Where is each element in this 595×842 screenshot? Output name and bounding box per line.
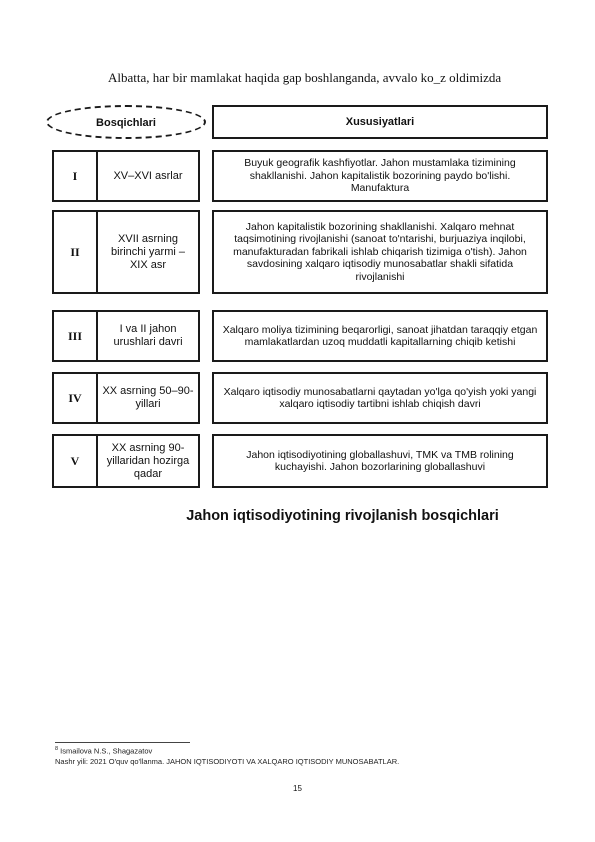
stage-era-2: XVII asrning birinchi yarmi – XIX asr	[96, 210, 200, 294]
stage-era-4: XX asrning 50–90-yillari	[96, 372, 200, 424]
stage-number-1: I	[52, 150, 98, 202]
stage-era-5: XX asrning 90-yillaridan hozirga qadar	[96, 434, 200, 488]
page-number: 15	[293, 784, 302, 793]
stage-era-3: I va II jahon urushlari davri	[96, 310, 200, 362]
stage-desc-5: Jahon iqtisodiyotining globallashuvi, TMK va TMB rolining kuchayishi. Jahon bozorlarining globallashuvi	[212, 434, 548, 488]
stage-number-4: IV	[52, 372, 98, 424]
stage-desc-3: Xalqaro moliya tizimining beqarorligi, sanoat jihatdan taraqqiy etgan mamlakatlardan uzoq muddatli kapitallarning chiqib ketishi	[212, 310, 548, 362]
intro-paragraph: Albatta, har bir mamlakat haqida gap boshlanganda, avvalo ko_z oldimizda	[108, 70, 502, 85]
footnote-divider	[55, 742, 190, 743]
stage-desc-2: Jahon kapitalistik bozorining shakllanishi. Xalqaro mehnat taqsimotining rivojlanishi (sanoat to'ntarishi, burjuaziya inqilobi, manufakturadan fabrikali ishlab chiqarish tizimiga o'tish). Jahon savdosining xalqaro iqtisodiy munosabatlar shakli sifatida rivojlanishi	[212, 210, 548, 294]
footnote-mark: 8	[55, 746, 59, 752]
figure-caption: Jahon iqtisodiyotining rivojlanish bosqichlari	[186, 508, 499, 524]
footnote-authors-text: Ismailova N.S., Shagazatov	[60, 746, 153, 756]
stage-era-1: XV–XVI asrlar	[96, 150, 200, 202]
stage-desc-4: Xalqaro iqtisodiy munosabatlarni qaytadan yo'lga qo'yish yoki yangi xalqaro iqtisodiy tartibni ishlab chiqish davri	[212, 372, 548, 424]
stage-desc-1: Buyuk geografik kashfiyotlar. Jahon mustamlaka tizimining shakllanishi. Jahon kapitalistik bozorining paydo bo'lishi. Manufaktura	[212, 150, 548, 202]
footnote-source: Nashr yili: 2021 O'quv qo'llanma. JAHON IQTISODIYOTI VA XALQARO IQTISODIY MUNOSABATLAR.	[55, 757, 400, 766]
stage-number-5: V	[52, 434, 98, 488]
stages-header-label: Bosqichlari	[96, 117, 156, 129]
features-header-box: Xususiyatlari	[212, 105, 548, 139]
stage-number-3: III	[52, 310, 98, 362]
stages-diagram	[46, 100, 550, 496]
stage-number-2: II	[52, 210, 98, 294]
footnote-authors	[55, 746, 152, 756]
